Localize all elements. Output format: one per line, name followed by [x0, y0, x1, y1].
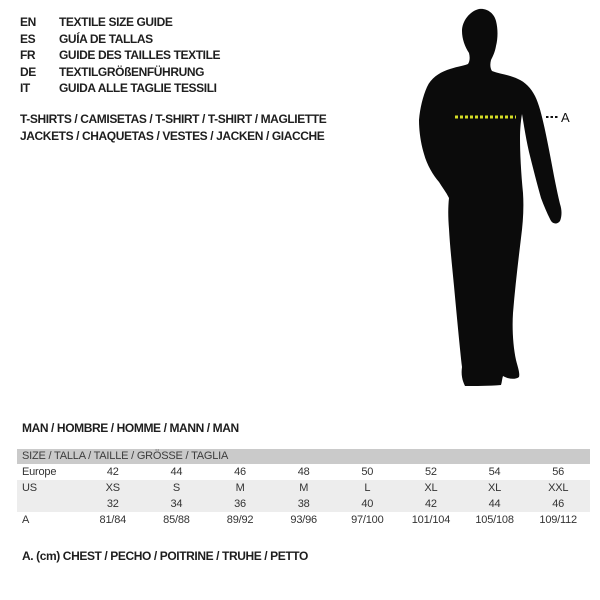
category-tshirts: T-SHIRTS / CAMISETAS / T-SHIRT / T-SHIRT / MAGLIETTE: [20, 112, 327, 126]
lang-label: TEXTILGRÖßENFÜHRUNG: [59, 64, 205, 79]
table-cell: 50: [361, 466, 374, 478]
table-cell: 34: [170, 498, 183, 510]
table-cell: 93/96: [290, 514, 317, 526]
table-cell: 85/88: [163, 514, 190, 526]
table-cell: 42: [106, 466, 119, 478]
lang-code: DE: [20, 64, 36, 79]
table-cell: 89/92: [226, 514, 254, 526]
lang-label: GUIDA ALLE TAGLIE TESSILI: [59, 81, 217, 96]
table-cell: 36: [234, 498, 246, 510]
table-cell: 46: [552, 498, 565, 510]
table-cell: 109/112: [539, 514, 577, 526]
table-cell: 56: [552, 466, 565, 478]
lang-row-en: [20, 14, 220, 31]
size-table: [17, 449, 590, 528]
table-cell: 48: [297, 466, 310, 478]
table-cell: M: [235, 482, 245, 494]
category-list: [20, 111, 326, 144]
size-table-header: SIZE / TALLA / TAILLE / GRÖSSE / TAGLIA: [17, 449, 590, 464]
table-row: [17, 496, 590, 512]
row-label: Europe: [22, 466, 57, 478]
table-cell: XL: [424, 482, 438, 494]
table-cell: XXL: [548, 482, 569, 494]
row-label: A: [22, 514, 30, 526]
table-cell: 46: [234, 466, 246, 478]
section-title-man: MAN / HOMBRE / HOMME / MANN / MAN: [22, 421, 239, 435]
table-cell: 52: [425, 466, 437, 478]
table-cell: 101/104: [411, 514, 451, 526]
lang-label: GUIDE DES TAILLES TEXTILE: [59, 48, 221, 63]
table-cell: 97/100: [351, 514, 384, 526]
table-cell: 32: [106, 498, 119, 510]
row-label: [17, 496, 81, 512]
table-cell: XL: [488, 482, 502, 494]
table-cell: 44: [488, 498, 501, 510]
lang-row-de: [20, 64, 220, 81]
lang-label: TEXTILE SIZE GUIDE: [59, 15, 173, 29]
row-label: US: [22, 482, 37, 494]
lang-code: EN: [20, 15, 36, 29]
size-table-body: [17, 464, 590, 528]
measure-label-a: A: [561, 110, 570, 125]
table-row: [17, 512, 590, 528]
lang-row-es: [20, 31, 220, 48]
silhouette-shape: [419, 9, 562, 386]
measure-footnote: A. (cm) CHEST / PECHO / POITRINE / TRUHE / PETTO: [22, 549, 308, 563]
table-cell: XS: [105, 482, 120, 494]
table-cell: 42: [425, 498, 437, 510]
lang-code: ES: [20, 31, 36, 46]
language-list: [20, 14, 220, 97]
category-jackets: JACKETS / CHAQUETAS / VESTES / JACKEN / GIACCHE: [20, 128, 325, 143]
table-cell: L: [364, 482, 371, 494]
table-cell: 40: [361, 498, 374, 510]
lang-row-it: [20, 80, 220, 97]
table-row: [17, 464, 590, 480]
table-cell: 38: [297, 498, 310, 510]
lang-code: IT: [20, 81, 30, 96]
man-silhouette-icon: [415, 8, 570, 388]
table-cell: S: [172, 482, 180, 494]
table-cell: 105/108: [475, 514, 514, 526]
man-silhouette-figure: [415, 8, 570, 388]
table-cell: M: [299, 482, 309, 494]
lang-label: GUÍA DE TALLAS: [59, 31, 153, 46]
lang-code: FR: [20, 48, 36, 63]
table-row: [17, 480, 590, 496]
table-cell: 44: [170, 466, 183, 478]
table-cell: 81/84: [99, 514, 127, 526]
lang-row-fr: [20, 47, 220, 64]
table-cell: 54: [488, 466, 501, 478]
